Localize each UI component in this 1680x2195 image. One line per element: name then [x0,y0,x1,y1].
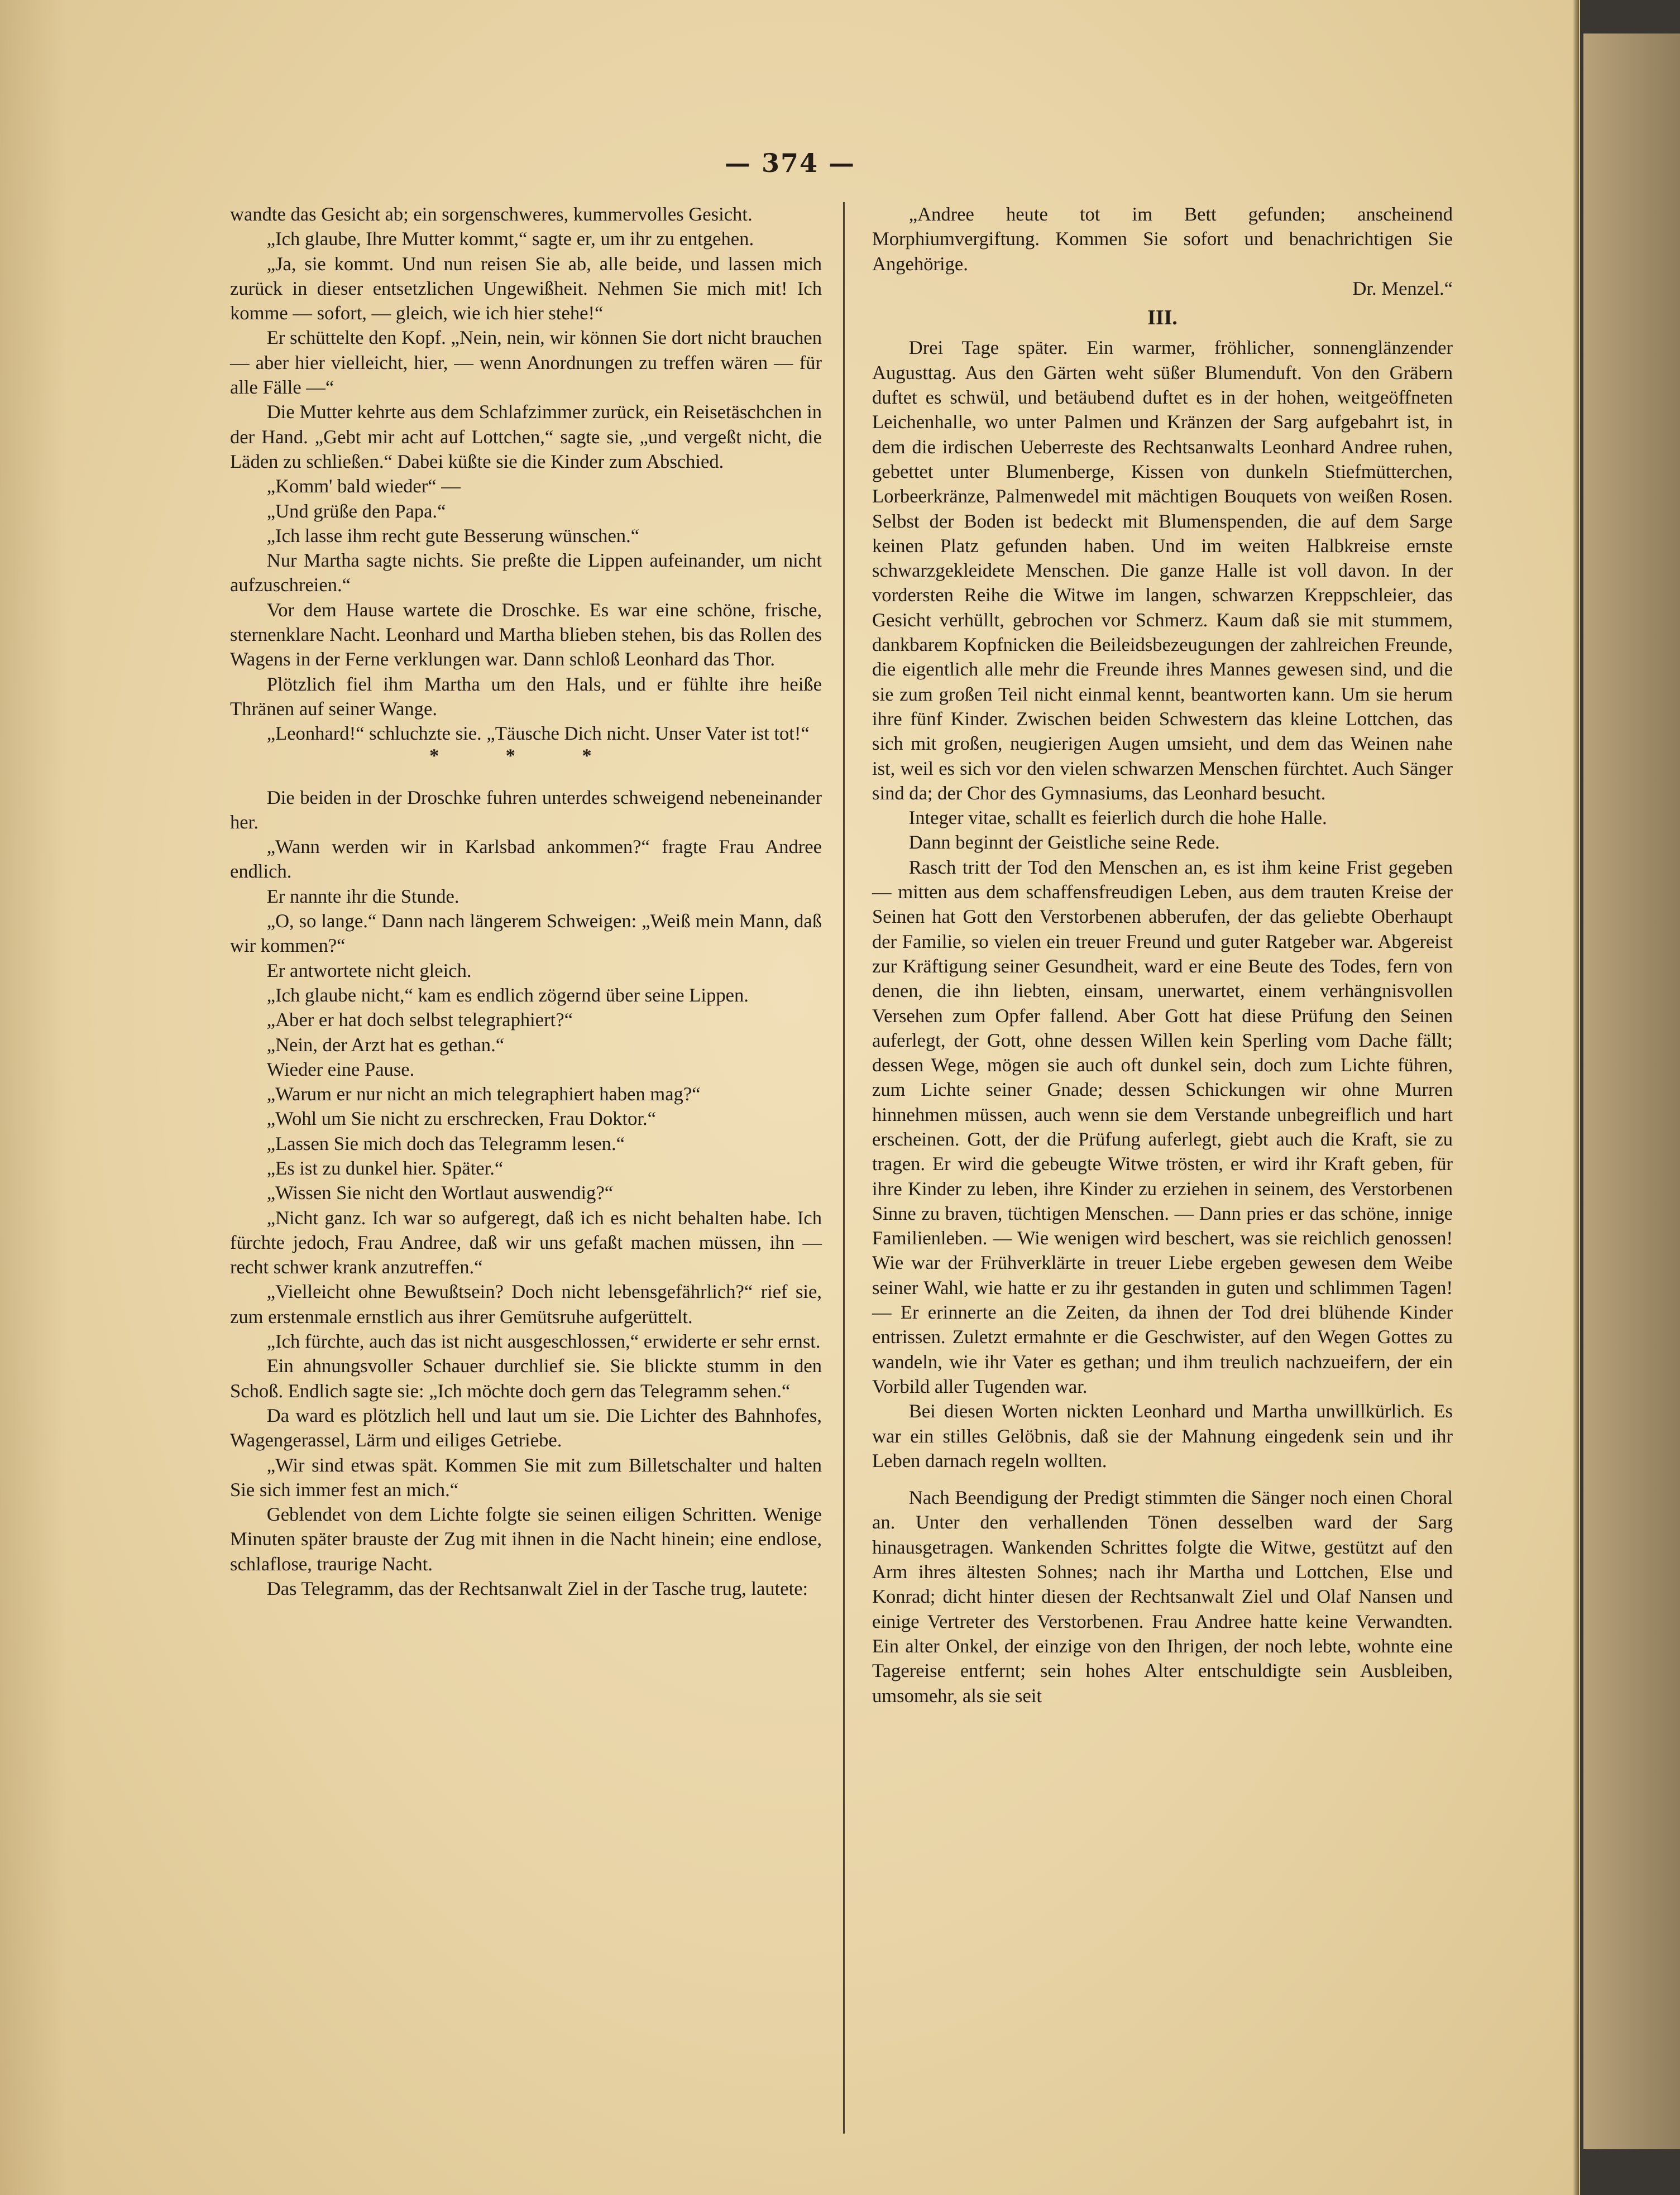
column-divider [843,202,845,2134]
paragraph: „Wissen Sie nicht den Wortlaut auswendig?“ [266,1182,614,1204]
paragraph: Das Telegramm, das der Rechtsanwalt Ziel in der Tasche trug, lautete: [266,1578,808,1600]
section-divider-asterism: * * * [429,745,623,766]
paragraph: „Ich glaube, Ihre Mutter kommt,“ sagte er, um ihr zu entgehen. [266,228,754,250]
paragraph: Bei diesen Worten nickten Leonhard und Martha unwillkürlich. Es war ein stilles Gelöbnis, daß sie der Mahnung eingedenk sein und ihr Leben darnach regeln wollten. [872,1401,1453,1472]
paragraph: „Wann werden wir in Karlsbad ankommen?“ fragte Frau Andree endlich. [230,836,822,883]
paragraph: Rasch tritt der Tod den Menschen an, es ist ihm keine Frist gegeben — mitten aus dem schaffensfreudigen Leben, aus dem trauten Kreise der Seinen hat Gott den Verstorbenen abberufen, der das geliebte Oberhaupt der Familie, so vielen ein treuer Freund und guter Ratgeber war. Abgereist zur Kräftigung seiner Gesundheit, ward er eine Beute des Todes, fern von denen, die ihn liebten, einsam, unerwartet, einem verhängnisvollen Versehen zum Opfer fallend. Aber Gott hat diese Prüfung den Seinen auferlegt, der Gott, ohne dessen Willen kein Sperling vom Dache fällt; dessen Wege, mögen sie auch oft dunkel sein, doch zum Lichte führen, zum Lichte seiner Gnade; dessen Schickungen wir ohne Murren hinnehmen müssen, auch wenn sie dem Verstande unbegreiflich und hart erscheinen. Gott, der die Prüfung auferlegt, giebt auch die Kraft, sie zu tragen. Er wird die gebeugte Witwe trösten, er wird ihr Kraft geben, für ihre Kinder zu leben, ihre Kinder zu erziehen in seinem, des Verstorbenen Sinne zu braven, tüchtigen Menschen. — Dann pries er das schöne, innige Familienleben. — Wie wenigen wird beschert, was sie reichlich genossen! Wie war der Frühverklärte in treuer Liebe ergeben gewesen dem Weibe seiner Wahl, wie hatte er zu ihr gestanden in guten und schlimmen Tagen! — Er erinnerte an die Zeiten, da ihnen der Tod drei blühende Kinder entrissen. Zuletzt ermahnte er die Geschwister, auf den Wegen Gottes zu wandeln, wie ihr Vater es gethan; und ihm treulich nachzueifern, der ein Vorbild aller Tugenden war. [872,856,1453,1397]
paragraph: „O, so lange.“ Dann nach längerem Schweigen: „Weiß mein Mann, daß wir kommen?“ [230,910,822,957]
paragraph: Die beiden in der Droschke fuhren unterdes schweigend nebeneinander her. [230,787,822,833]
paragraph: Da ward es plötzlich hell und laut um sie. Die Lichter des Bahnhofes, Wagengerassel, Lärm und eiliges Getriebe. [230,1405,822,1451]
right-column [872,202,1453,1708]
paragraph: Nur Martha sagte nichts. Sie preßte die Lippen aufeinander, um nicht aufzuschreien.“ [230,550,822,596]
paragraph: Geblendet von dem Lichte folgte sie seinen eiligen Schritten. Wenige Minuten später brauste der Zug mit ihnen in die Nacht hinein; eine endlose, schlaflose, traurige Nacht. [230,1504,822,1575]
paragraph: Drei Tage später. Ein warmer, fröhlicher, sonnenglänzender Augusttag. Aus den Gärten weht süßer Blumenduft. Von den Gräbern duftet es schwül, und betäubend duftet es in der hohen, weitgeöffneten Leichenhalle, wo unter Palmen und Kränzen der Sarg aufgebahrt ist, in dem die irdischen Ueberreste des Rechtsanwalts Leonhard Andree ruhen, gebettet unter Blumenberge, Kissen von dunkeln Stiefmütterchen, Lorbeerkränze, Palmenwedel mit mächtigen Bouquets von weißen Rosen. Selbst der Boden ist bedeckt mit Blumenspenden, die auf dem Sarge keinen Platz gefunden haben. Und im weiten Halbkreise ernste schwarzgekleidete Menschen. Die ganze Halle ist voll davon. In der vordersten Reihe die Witwe im langen, schwarzen Kreppschleier, das Gesicht verhüllt, gebrochen vor Schmerz. Kaum daß sie mit stummem, dankbarem Kopfnicken die Beileidsbezeugungen der zahlreichen Freunde, die eigentlich alle mehr die Freunde ihres Mannes gewesen sind, und die sie zum großen Teil nicht einmal kennt, beantworten kann. Um sie herum ihre fünf Kinder. Zwischen beiden Schwestern das kleine Lottchen, das sich mit großen, neugierigen Augen umsieht, und dem das Weinen nahe ist, weil es sich vor den vielen schwarzen Menschen fürchtet. Auch Sänger sind da; der Chor des Gymnasiums, das Leonhard besucht. [872,337,1453,804]
paragraph: „Wohl um Sie nicht zu erschrecken, Frau Doktor.“ [266,1108,656,1130]
paragraph: „Es ist zu dunkel hier. Später.“ [266,1157,504,1179]
paragraph: Er schüttelte den Kopf. „Nein, nein, wir können Sie dort nicht brauchen — aber hier vielleicht, hier, — wenn Anordnungen zu treffen wären — für alle Fälle —“ [230,327,822,399]
paragraph: Die Mutter kehrte aus dem Schlafzimmer zurück, ein Reisetäschchen in der Hand. „Gebt mir acht auf Lottchen,“ sagte sie, „und vergeßt nicht, die Läden zu schließen.“ Dabei küßte sie die Kinder zum Abschied. [230,401,822,472]
paragraph: Vor dem Hause wartete die Droschke. Es war eine schöne, frische, sternenklare Nacht. Leonhard und Martha blieben stehen, bis das Rollen des Wagens in der Ferne verklungen war. Dann schloß Leonhard das Thor. [230,599,822,670]
paragraph: Nach Beendigung der Predigt stimmten die Sänger noch einen Choral an. Unter den verhallenden Tönen desselben ward der Sarg hinausgetragen. Wankenden Schrittes folgte die Witwe, gestützt auf den Arm ihres ältesten Sohnes; nach ihr Martha und Lottchen, Else und Konrad; dicht hinter diesen der Rechtsanwalt Ziel und Olaf Nansen und einige Vertreter des Verstorbenen. Frau Andree hatte keine Verwandten. Ein alter Onkel, der einzige von den Ihrigen, der noch lebte, wohnte eine Tagereise entfernt; sein hohes Alter entschuldigte sein Ausbleiben, umsomehr, als sie seit [872,1487,1453,1707]
left-column [230,202,822,1601]
paragraph: „Warum er nur nicht an mich telegraphiert haben mag?“ [266,1084,701,1105]
paragraph: „Ich lasse ihm recht gute Besserung wünschen.“ [266,525,640,547]
paragraph: „Ich fürchte, auch das ist nicht ausgeschlossen,“ erwiderte er sehr ernst. [266,1331,821,1353]
paragraph: „Ich glaube nicht,“ kam es endlich zögernd über seine Lippen. [266,984,749,1006]
adjacent-page-edge [1583,33,1680,2149]
paragraph: „Nein, der Arzt hat es gethan.“ [266,1034,505,1056]
paragraph: Ein ahnungsvoller Schauer durchlief sie. Sie blickte stumm in den Schoß. Endlich sagte sie: „Ich möchte doch gern das Telegramm sehen.“ [230,1355,822,1402]
paragraph: „Leonhard!“ schluchzte sie. „Täusche Dich nicht. Unser Vater ist tot!“ [266,723,810,745]
page-edge [1573,0,1579,2195]
paragraph: Integer vitae, schallt es feierlich durch die hohe Halle. [908,807,1327,829]
paragraph: Dann beginnt der Geistliche seine Rede. [908,832,1220,854]
page-number: — 374 — [724,148,856,178]
paragraph: „Ja, sie kommt. Und nun reisen Sie ab, alle beide, und lassen mich zurück in dieser entsetzlichen Ungewißheit. Nehmen Sie mich mit! Ich komme — sofort, — gleich, wie ich hier stehe!“ [230,253,822,324]
paragraph: Wieder eine Pause. [266,1058,415,1080]
paragraph-gap [872,1473,1453,1485]
paragraph: Er nannte ihr die Stunde. [266,885,460,907]
paragraph: Er antwortete nicht gleich. [266,960,472,981]
paragraph: „Lassen Sie mich doch das Telegramm lesen.“ [266,1133,625,1154]
paragraph: „Komm' bald wieder“ — [266,476,461,497]
paragraph: „Nicht ganz. Ich war so aufgeregt, daß ich es nicht behalten habe. Ich fürchte jedoch, Frau Andree, daß wir uns gefaßt machen müssen, ihn — recht schwer krank anzutreffen.“ [230,1207,822,1278]
paragraph: „Und grüße den Papa.“ [266,500,446,522]
paragraph: Plötzlich fiel ihm Martha um den Hals, und er fühlte ihre heiße Thränen auf seiner Wange. [230,673,822,720]
section-heading: III. [1147,306,1178,330]
telegram-text: „Andree heute tot im Bett gefunden; anscheinend Morphiumvergiftung. Kommen Sie sofort und benachrichtigen Sie Angehörige. [872,204,1453,275]
paragraph: wandte das Gesicht ab; ein sorgenschweres, kummervolles Gesicht. [230,204,753,225]
paragraph: „Vielleicht ohne Bewußtsein? Doch nicht lebensgefährlich?“ rief sie, zum erstenmale ernstlich aus ihrer Gemütsruhe aufgerüttelt. [230,1281,822,1327]
telegram-signature: Dr. Menzel.“ [1352,277,1453,299]
paragraph: „Aber er hat doch selbst telegraphiert?“ [266,1009,573,1031]
paragraph: „Wir sind etwas spät. Kommen Sie mit zum Billetschalter und halten Sie sich immer fest an mich.“ [230,1454,822,1501]
